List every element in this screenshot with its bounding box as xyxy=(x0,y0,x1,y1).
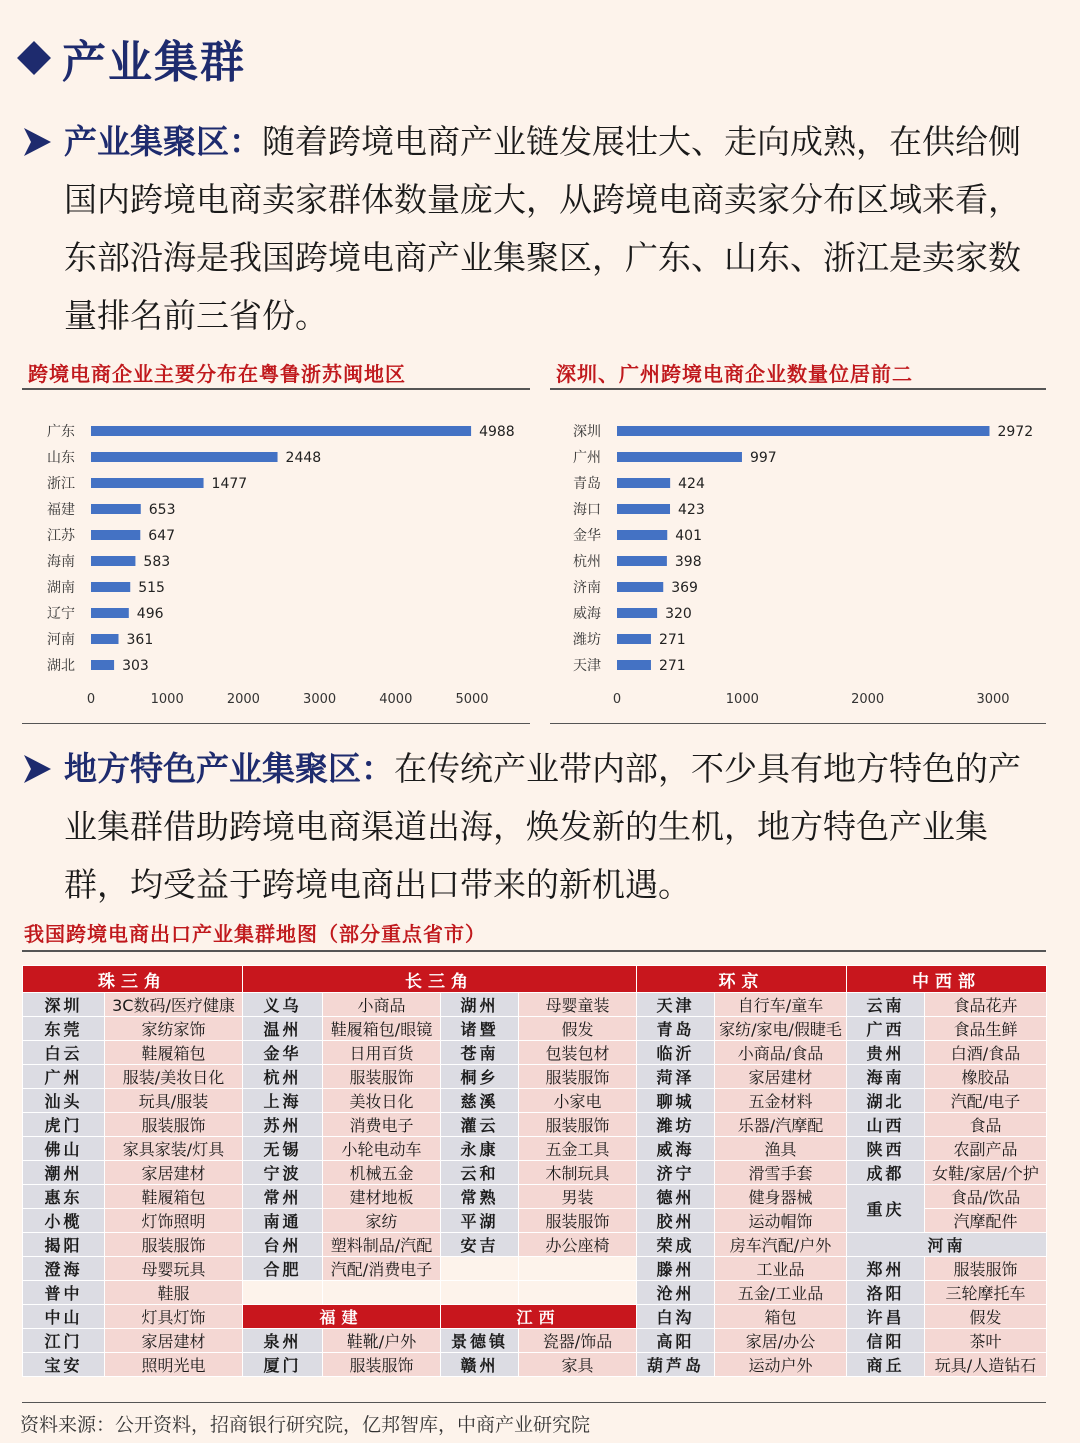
category-label: 湖南 xyxy=(47,580,75,596)
city-cell: 澄海 xyxy=(23,1257,105,1281)
industry-cell: 家纺/家电/假睫毛 xyxy=(715,1017,847,1041)
category-label: 深圳 xyxy=(573,424,601,440)
city-cell: 许昌 xyxy=(847,1305,925,1329)
paragraph-keyword: 产业集聚区： xyxy=(64,122,262,161)
table-row xyxy=(23,1161,1047,1185)
data-label: 303 xyxy=(122,658,149,674)
industry-cell: 渔具 xyxy=(715,1137,847,1161)
industry-cell: 美妆日化 xyxy=(323,1089,441,1113)
industry-cell: 食品生鲜 xyxy=(925,1017,1047,1041)
table-row xyxy=(23,1089,1047,1113)
data-label: 4988 xyxy=(479,424,515,440)
table-title: 我国跨境电商出口产业集群地图（部分重点省市） xyxy=(24,922,486,946)
industry-cell: 灯饰照明 xyxy=(105,1209,243,1233)
bar xyxy=(617,634,651,644)
industry-cell: 塑料制品/汽配 xyxy=(323,1233,441,1257)
data-label: 271 xyxy=(658,632,686,648)
city-cell: 高阳 xyxy=(637,1329,715,1353)
header-henan: 河南 xyxy=(847,1233,1047,1257)
industry-cell: 服装服饰 xyxy=(519,1065,637,1089)
city-cell: 海南 xyxy=(847,1065,925,1089)
industry-cell: 五金工具 xyxy=(519,1137,637,1161)
city-cell: 陕西 xyxy=(847,1137,925,1161)
industry-cell: 母婴童装 xyxy=(519,993,637,1017)
industry-cell: 鞋履箱包 xyxy=(105,1185,243,1209)
city-cell: 信阳 xyxy=(847,1329,925,1353)
chart1-title: 跨境电商企业主要分布在粤鲁浙苏闽地区 xyxy=(28,362,406,386)
city-cell: 胶州 xyxy=(637,1209,715,1233)
page-title-block xyxy=(18,26,246,90)
empty-cell xyxy=(519,1257,637,1281)
industry-cell: 服装服饰 xyxy=(519,1209,637,1233)
category-label: 海南 xyxy=(47,554,75,570)
city-cell: 山西 xyxy=(847,1113,925,1137)
city-cell: 湖州 xyxy=(441,993,519,1017)
city-cell: 郑州 xyxy=(847,1257,925,1281)
tick-label: 0 xyxy=(612,692,622,707)
city-cell: 灌云 xyxy=(441,1113,519,1137)
header-yangtze-river-delta: 长三角 xyxy=(243,966,637,993)
bar xyxy=(91,426,471,436)
data-label: 320 xyxy=(665,606,692,622)
city-cell: 惠东 xyxy=(23,1185,105,1209)
industry-cell: 茶叶 xyxy=(925,1329,1047,1353)
chart-provinces xyxy=(22,400,530,718)
industry-cell: 日用百货 xyxy=(323,1041,441,1065)
city-cell: 云和 xyxy=(441,1161,519,1185)
industry-cell: 五金材料 xyxy=(715,1089,847,1113)
industry-cell: 汽配/消费电子 xyxy=(323,1257,441,1281)
city-cell: 宝安 xyxy=(23,1353,105,1377)
city-cell: 普中 xyxy=(23,1281,105,1305)
category-label: 潍坊 xyxy=(573,632,601,648)
industry-cell: 服装服饰 xyxy=(519,1113,637,1137)
industry-cell: 家具家装/灯具 xyxy=(105,1137,243,1161)
city-cell: 云南 xyxy=(847,993,925,1017)
table-top-rule xyxy=(22,950,1046,952)
industry-cell: 服装服饰 xyxy=(323,1353,441,1377)
data-label: 398 xyxy=(674,554,702,570)
city-cell: 广西 xyxy=(847,1017,925,1041)
table-header-row xyxy=(23,966,1047,993)
paragraph-body: 随着跨境电商产业链发展壮大、走向成熟，在供给侧国内跨境电商卖家群体数量庞大，从跨境电商卖家分布区域来看，东部沿海是我国跨境电商产业集聚区，广东、山东、浙江是卖家数量排名前三省份。 xyxy=(64,122,1021,335)
industry-cell: 小轮电动车 xyxy=(323,1137,441,1161)
industry-cell: 箱包 xyxy=(715,1305,847,1329)
industry-cell: 服装服饰 xyxy=(105,1233,243,1257)
category-label: 广州 xyxy=(573,450,601,466)
paragraph-cluster-zone xyxy=(20,113,1050,345)
city-cell: 厦门 xyxy=(243,1353,323,1377)
paragraph-keyword: 地方特色产业集聚区： xyxy=(64,749,394,788)
diamond-bullet-icon xyxy=(17,41,51,75)
city-cell: 深圳 xyxy=(23,993,105,1017)
industry-cell: 鞋履箱包 xyxy=(105,1041,243,1065)
city-cell: 广州 xyxy=(23,1065,105,1089)
industry-cell: 小商品 xyxy=(323,993,441,1017)
paragraph-local-cluster xyxy=(20,740,1050,914)
city-cell: 无锡 xyxy=(243,1137,323,1161)
data-label: 647 xyxy=(148,528,176,544)
city-cell: 台州 xyxy=(243,1233,323,1257)
city-cell: 商丘 xyxy=(847,1353,925,1377)
city-cell: 江门 xyxy=(23,1329,105,1353)
city-cell: 安吉 xyxy=(441,1233,519,1257)
category-label: 青岛 xyxy=(573,476,601,492)
city-cell: 重庆 xyxy=(847,1185,925,1233)
category-label: 福建 xyxy=(47,502,75,518)
industry-cell: 鞋服 xyxy=(105,1281,243,1305)
industry-cell: 机械五金 xyxy=(323,1161,441,1185)
table-row xyxy=(23,1041,1047,1065)
data-label: 515 xyxy=(138,580,165,596)
bar xyxy=(617,426,989,436)
header-pearl-river-delta: 珠三角 xyxy=(23,966,243,993)
city-cell: 贵州 xyxy=(847,1041,925,1065)
industry-cell: 家居建材 xyxy=(715,1065,847,1089)
bar xyxy=(91,634,119,644)
industry-cell: 母婴玩具 xyxy=(105,1257,243,1281)
bar xyxy=(91,478,204,488)
industry-cell: 家纺 xyxy=(323,1209,441,1233)
tick-label: 2000 xyxy=(851,692,885,707)
industry-cell: 家居建材 xyxy=(105,1161,243,1185)
industry-cell: 家居/办公 xyxy=(715,1329,847,1353)
city-cell: 常州 xyxy=(243,1185,323,1209)
data-label: 361 xyxy=(126,632,154,648)
city-cell: 苍南 xyxy=(441,1041,519,1065)
industry-cell: 橡胶品 xyxy=(925,1065,1047,1089)
city-cell: 青岛 xyxy=(637,1017,715,1041)
city-cell: 苏州 xyxy=(243,1113,323,1137)
city-cell: 常熟 xyxy=(441,1185,519,1209)
industry-cell: 瓷器/饰品 xyxy=(519,1329,637,1353)
table-row xyxy=(23,1185,1047,1209)
data-label: 1477 xyxy=(211,476,248,492)
bar xyxy=(91,556,135,566)
bar xyxy=(91,504,141,514)
industry-cell: 食品花卉 xyxy=(925,993,1047,1017)
chart-cities xyxy=(550,400,1046,718)
industry-cell: 服装服饰 xyxy=(105,1113,243,1137)
city-cell: 汕头 xyxy=(23,1089,105,1113)
empty-cell xyxy=(519,1281,637,1305)
paragraph-body: 在传统产业带内部，不少具有地方特色的产业集群借助跨境电商渠道出海，焕发新的生机，地方特色产业集群，均受益于跨境电商出口带来的新机遇。 xyxy=(64,749,1021,904)
city-cell: 葫芦岛 xyxy=(637,1353,715,1377)
industry-cell: 假发 xyxy=(519,1017,637,1041)
category-label: 金华 xyxy=(573,528,601,544)
city-cell: 成都 xyxy=(847,1161,925,1185)
table-row xyxy=(23,1353,1047,1377)
city-cell: 合肥 xyxy=(243,1257,323,1281)
bar xyxy=(617,556,667,566)
data-label: 997 xyxy=(749,450,777,466)
data-label: 496 xyxy=(136,606,164,622)
industry-cell: 乐器/汽摩配 xyxy=(715,1113,847,1137)
industry-cell: 办公座椅 xyxy=(519,1233,637,1257)
bar xyxy=(91,582,130,592)
bar xyxy=(617,452,742,462)
cluster-map-table xyxy=(22,965,1047,1377)
city-cell: 威海 xyxy=(637,1137,715,1161)
category-label: 威海 xyxy=(573,606,601,622)
city-cell: 沧州 xyxy=(637,1281,715,1305)
industry-cell: 运动帽饰 xyxy=(715,1209,847,1233)
data-label: 271 xyxy=(658,658,686,674)
industry-cell: 食品/饮品 xyxy=(925,1185,1047,1209)
industry-cell: 服装服饰 xyxy=(323,1065,441,1089)
city-cell: 东莞 xyxy=(23,1017,105,1041)
tick-label: 2000 xyxy=(226,692,260,707)
category-label: 辽宁 xyxy=(47,606,75,622)
industry-cell: 五金/工业品 xyxy=(715,1281,847,1305)
bar xyxy=(617,478,670,488)
industry-cell: 食品 xyxy=(925,1113,1047,1137)
industry-cell: 白酒/食品 xyxy=(925,1041,1047,1065)
bar xyxy=(617,530,667,540)
city-cell: 泉州 xyxy=(243,1329,323,1353)
category-label: 浙江 xyxy=(47,476,75,492)
industry-cell: 照明光电 xyxy=(105,1353,243,1377)
city-cell: 天津 xyxy=(637,993,715,1017)
city-cell: 白沟 xyxy=(637,1305,715,1329)
industry-cell: 3C数码/医疗健康 xyxy=(105,993,243,1017)
industry-cell: 小商品/食品 xyxy=(715,1041,847,1065)
industry-cell: 工业品 xyxy=(715,1257,847,1281)
header-around-beijing: 环京 xyxy=(637,966,847,993)
industry-cell: 灯具灯饰 xyxy=(105,1305,243,1329)
category-label: 济南 xyxy=(573,580,601,596)
table-row xyxy=(23,1137,1047,1161)
city-cell: 德州 xyxy=(637,1185,715,1209)
industry-cell: 消费电子 xyxy=(323,1113,441,1137)
city-cell: 中山 xyxy=(23,1305,105,1329)
industry-cell: 家具 xyxy=(519,1353,637,1377)
city-cell: 慈溪 xyxy=(441,1089,519,1113)
industry-cell: 汽配/电子 xyxy=(925,1089,1047,1113)
industry-cell: 滑雪手套 xyxy=(715,1161,847,1185)
industry-cell: 木制玩具 xyxy=(519,1161,637,1185)
category-label: 海口 xyxy=(573,502,601,518)
bar xyxy=(91,452,278,462)
city-cell: 平湖 xyxy=(441,1209,519,1233)
empty-cell xyxy=(243,1281,323,1305)
arrow-bullet-icon xyxy=(20,125,54,159)
city-cell: 小榄 xyxy=(23,1209,105,1233)
chart2-title: 深圳、广州跨境电商企业数量位居前二 xyxy=(556,362,913,386)
industry-cell: 女鞋/家居/个护 xyxy=(925,1161,1047,1185)
tick-label: 0 xyxy=(86,692,96,707)
data-label: 2972 xyxy=(997,424,1034,440)
city-cell: 荣成 xyxy=(637,1233,715,1257)
industry-cell: 假发 xyxy=(925,1305,1047,1329)
industry-cell: 小家电 xyxy=(519,1089,637,1113)
industry-cell: 服装/美妆日化 xyxy=(105,1065,243,1089)
bar xyxy=(91,660,114,670)
tick-label: 5000 xyxy=(455,692,489,707)
table-row xyxy=(23,1329,1047,1353)
category-label: 天津 xyxy=(573,658,601,674)
industry-cell: 三轮摩托车 xyxy=(925,1281,1047,1305)
industry-cell: 家纺家饰 xyxy=(105,1017,243,1041)
city-cell: 滕州 xyxy=(637,1257,715,1281)
industry-cell: 农副产品 xyxy=(925,1137,1047,1161)
city-cell: 景德镇 xyxy=(441,1329,519,1353)
category-label: 江苏 xyxy=(47,528,75,544)
industry-cell: 鞋履箱包/眼镜 xyxy=(323,1017,441,1041)
tick-label: 1000 xyxy=(150,692,184,707)
category-label: 广东 xyxy=(47,424,75,440)
table-row xyxy=(23,1017,1047,1041)
city-cell: 虎门 xyxy=(23,1113,105,1137)
data-label: 424 xyxy=(678,476,705,492)
industry-cell: 家居建材 xyxy=(105,1329,243,1353)
table-row xyxy=(23,1113,1047,1137)
industry-cell: 玩具/人造钻石 xyxy=(925,1353,1047,1377)
city-cell: 白云 xyxy=(23,1041,105,1065)
table-row xyxy=(23,1065,1047,1089)
industry-cell: 包装包材 xyxy=(519,1041,637,1065)
category-label: 河南 xyxy=(47,632,75,648)
header-fujian: 福建 xyxy=(243,1305,441,1329)
data-label: 653 xyxy=(148,502,176,518)
header-jiangxi: 江西 xyxy=(441,1305,637,1329)
data-label: 423 xyxy=(678,502,705,518)
tick-label: 3000 xyxy=(976,692,1010,707)
city-cell: 宁波 xyxy=(243,1161,323,1185)
table-row xyxy=(23,993,1047,1017)
city-cell: 义乌 xyxy=(243,993,323,1017)
data-label: 401 xyxy=(675,528,702,544)
city-cell: 金华 xyxy=(243,1041,323,1065)
bar xyxy=(617,504,670,514)
header-central-west: 中西部 xyxy=(847,966,1047,993)
empty-cell xyxy=(441,1257,519,1281)
table-row xyxy=(23,1257,1047,1281)
category-label: 山东 xyxy=(47,450,75,466)
arrow-bullet-icon xyxy=(20,752,54,786)
city-cell: 菏泽 xyxy=(637,1065,715,1089)
city-cell: 南通 xyxy=(243,1209,323,1233)
empty-cell xyxy=(441,1281,519,1305)
city-cell: 潮州 xyxy=(23,1161,105,1185)
city-cell: 温州 xyxy=(243,1017,323,1041)
city-cell: 上海 xyxy=(243,1089,323,1113)
chart1-bottom-rule xyxy=(22,723,530,724)
industry-cell: 运动户外 xyxy=(715,1353,847,1377)
city-cell: 杭州 xyxy=(243,1065,323,1089)
tick-label: 1000 xyxy=(725,692,759,707)
empty-cell xyxy=(323,1281,441,1305)
bar xyxy=(617,608,657,618)
city-cell: 临沂 xyxy=(637,1041,715,1065)
table-row xyxy=(23,1305,1047,1329)
bar xyxy=(617,660,651,670)
city-cell: 佛山 xyxy=(23,1137,105,1161)
industry-cell: 汽摩配件 xyxy=(925,1209,1047,1233)
data-label: 583 xyxy=(143,554,171,570)
tick-label: 3000 xyxy=(303,692,337,707)
category-label: 杭州 xyxy=(573,554,601,570)
table-row xyxy=(23,1233,1047,1257)
city-cell: 永康 xyxy=(441,1137,519,1161)
bar xyxy=(91,530,140,540)
industry-cell: 健身器械 xyxy=(715,1185,847,1209)
industry-cell: 玩具/服装 xyxy=(105,1089,243,1113)
chart2-bottom-rule xyxy=(550,723,1046,724)
page-title: 产业集群 xyxy=(62,37,246,88)
bar xyxy=(91,608,129,618)
table-row xyxy=(23,1281,1047,1305)
city-cell: 揭阳 xyxy=(23,1233,105,1257)
chart2-top-rule xyxy=(550,388,1046,390)
chart1-top-rule xyxy=(22,388,530,390)
bar xyxy=(617,582,663,592)
tick-label: 4000 xyxy=(379,692,413,707)
industry-cell: 鞋靴/户外 xyxy=(323,1329,441,1353)
city-cell: 聊城 xyxy=(637,1089,715,1113)
city-cell: 潍坊 xyxy=(637,1113,715,1137)
city-cell: 赣州 xyxy=(441,1353,519,1377)
category-label: 湖北 xyxy=(47,658,75,674)
industry-cell: 建材地板 xyxy=(323,1185,441,1209)
data-label: 2448 xyxy=(285,450,322,466)
city-cell: 桐乡 xyxy=(441,1065,519,1089)
city-cell: 湖北 xyxy=(847,1089,925,1113)
source-note: 资料来源：公开资料，招商银行研究院，亿邦智库，中商产业研究院 xyxy=(20,1414,591,1436)
data-label: 369 xyxy=(671,580,698,596)
city-cell: 洛阳 xyxy=(847,1281,925,1305)
industry-cell: 服装服饰 xyxy=(925,1257,1047,1281)
industry-cell: 男装 xyxy=(519,1185,637,1209)
city-cell: 济宁 xyxy=(637,1161,715,1185)
city-cell: 诸暨 xyxy=(441,1017,519,1041)
industry-cell: 自行车/童车 xyxy=(715,993,847,1017)
table-bottom-rule xyxy=(22,1402,1046,1403)
industry-cell: 房车汽配/户外 xyxy=(715,1233,847,1257)
